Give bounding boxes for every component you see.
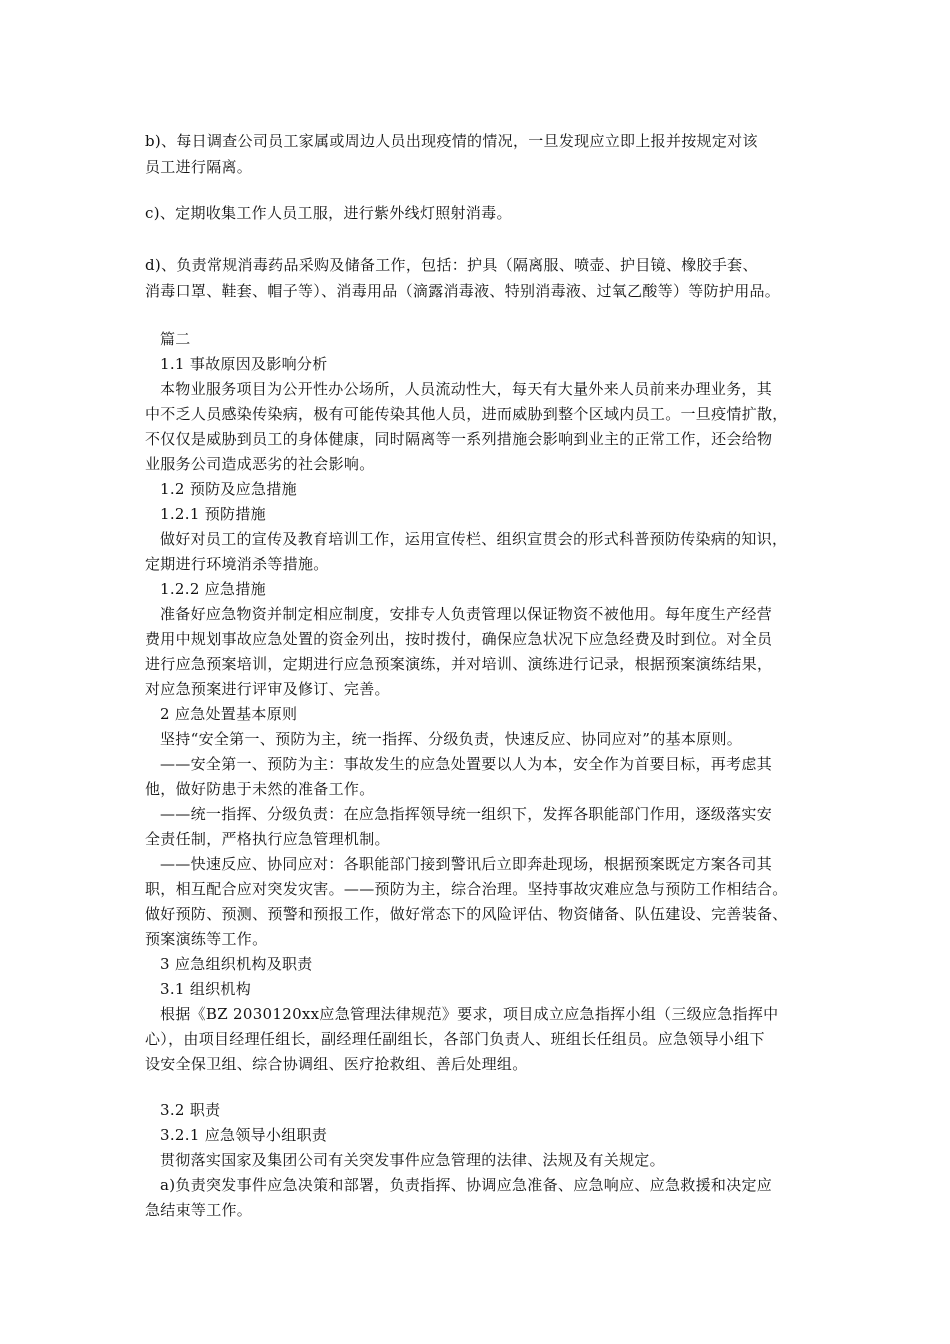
- paragraph-1-2-1-line-1: 做好对员工的宣传及教育培训工作，运用宣传栏、组织宣贯会的形式科普预防传染病的知识，: [160, 530, 788, 548]
- paragraph-2-item-2-line-2: 全责任制，严格执行应急管理机制。: [145, 830, 390, 848]
- paragraph-3-2-1-a-line-2: 急结束等工作。: [145, 1201, 253, 1219]
- section-heading-part-two: 篇二: [160, 330, 191, 348]
- paragraph-b-line-1: b)、每日调查公司员工家属或周边人员出现疫情的情况，一旦发现应立即上报并按规定对该: [145, 132, 758, 150]
- paragraph-3-1-line-3: 设安全保卫组、综合协调组、医疗抢救组、善后处理组。: [145, 1055, 528, 1073]
- heading-1-2: 1.2 预防及应急措施: [160, 480, 297, 498]
- paragraph-2-item-3-line-2: 职，相互配合应对突发灾害。——预防为主，综合治理。坚持事故灾难应急与预防工作相结合。: [145, 880, 788, 898]
- paragraph-c: c)、定期收集工作人员工服，进行紫外线灯照射消毒。: [145, 204, 512, 222]
- paragraph-1-1-line-1: 本物业服务项目为公开性办公场所，人员流动性大，每天有大量外来人员前来办理业务，其: [160, 380, 773, 398]
- paragraph-2-item-2-line-1: ——统一指挥、分级负责：在应急指挥领导统一组织下，发挥各职能部门作用，逐级落实安: [160, 805, 773, 823]
- paragraph-2-item-3-line-4: 预案演练等工作。: [145, 930, 268, 948]
- paragraph-2-item-3-line-1: ——快速反应、协同应对：各职能部门接到警讯后立即奔赴现场，根据预案既定方案各司其: [160, 855, 773, 873]
- paragraph-d-line-2: 消毒口罩、鞋套、帽子等）、消毒用品（滴露消毒液、特别消毒液、过氧乙酸等）等防护用品。: [145, 282, 781, 300]
- paragraph-3-1-line-2: 心），由项目经理任组长，副经理任副组长，各部门负责人、班组长任组员。应急领导小组下: [145, 1030, 765, 1048]
- heading-3: 3 应急组织机构及职责: [160, 955, 313, 973]
- heading-3-1: 3.1 组织机构: [160, 980, 252, 998]
- heading-2: 2 应急处置基本原则: [160, 705, 298, 723]
- heading-3-2: 3.2 职责: [160, 1101, 221, 1119]
- heading-1-2-2: 1.2.2 应急措施: [160, 580, 266, 598]
- paragraph-3-1-line-1: 根据《BZ 2030120xx应急管理法律规范》要求，项目成立应急指挥小组（三级应急指挥中: [160, 1005, 779, 1023]
- heading-1-2-1: 1.2.1 预防措施: [160, 505, 266, 523]
- paragraph-1-1-line-4: 业服务公司造成恶劣的社会影响。: [145, 455, 375, 473]
- paragraph-1-1-line-3: 不仅仅是威胁到员工的身体健康，同时隔离等一系列措施会影响到业主的正常工作，还会给物: [145, 430, 773, 448]
- paragraph-1-2-2-line-4: 对应急预案进行评审及修订、完善。: [145, 680, 390, 698]
- paragraph-2-item-3-line-3: 做好预防、预测、预警和预报工作，做好常态下的风险评估、物资储备、队伍建设、完善装备、: [145, 905, 788, 923]
- paragraph-1-2-2-line-3: 进行应急预案培训，定期进行应急预案演练，并对培训、演练进行记录，根据预案演练结果，: [145, 655, 773, 673]
- heading-3-2-1: 3.2.1 应急领导小组职责: [160, 1126, 328, 1144]
- heading-1-1: 1.1 事故原因及影响分析: [160, 355, 328, 373]
- paragraph-2-item-1-line-2: 他，做好防患于未然的准备工作。: [145, 780, 375, 798]
- paragraph-b-line-2: 员工进行隔离。: [145, 158, 253, 176]
- paragraph-3-2-1: 贯彻落实国家及集团公司有关突发事件应急管理的法律、法规及有关规定。: [160, 1151, 665, 1169]
- paragraph-1-2-2-line-1: 准备好应急物资并制定相应制度，安排专人负责管理以保证物资不被他用。每年度生产经营: [160, 605, 773, 623]
- paragraph-3-2-1-a-line-1: a)负责突发事件应急决策和部署，负责指挥、协调应急准备、应急响应、应急救援和决定应: [160, 1176, 773, 1194]
- paragraph-1-2-2-line-2: 费用中规划事故应急处置的资金列出，按时拨付，确保应急状况下应急经费及时到位。对全员: [145, 630, 773, 648]
- paragraph-2-item-1-line-1: ——安全第一、预防为主：事故发生的应急处置要以人为本，安全作为首要目标，再考虑其: [160, 755, 773, 773]
- paragraph-1-1-line-2: 中不乏人员感染传染病，极有可能传染其他人员，进而威胁到整个区域内员工。一旦疫情扩散，: [145, 405, 788, 423]
- paragraph-1-2-1-line-2: 定期进行环境消杀等措施。: [145, 555, 329, 573]
- paragraph-2-principle: 坚持“安全第一、预防为主，统一指挥、分级负责，快速反应、协同应对”的基本原则。: [160, 730, 743, 748]
- paragraph-d-line-1: d)、负责常规消毒药品采购及储备工作，包括：护具（隔离服、喷壶、护目镜、橡胶手套、: [145, 256, 758, 274]
